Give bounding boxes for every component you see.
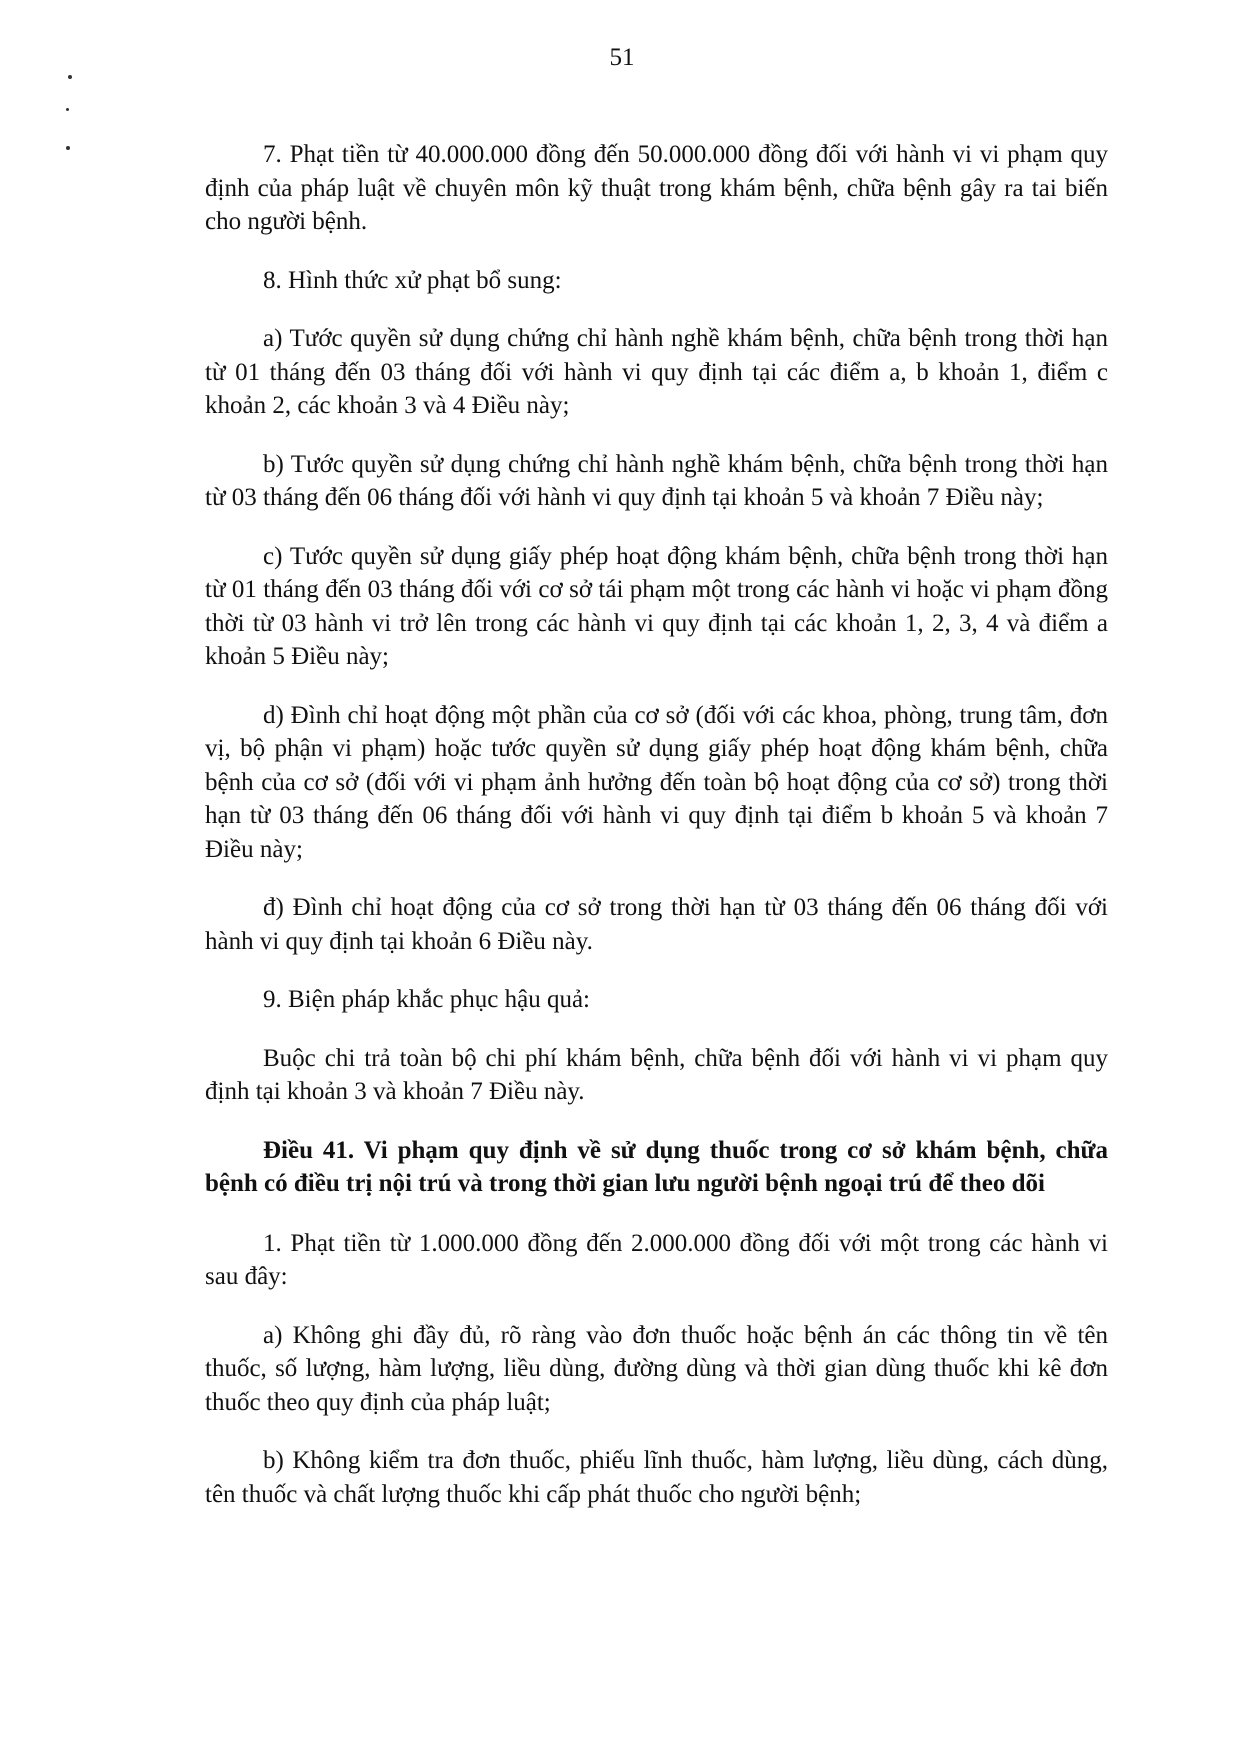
- paragraph: 8. Hình thức xử phạt bổ sung:: [263, 266, 562, 294]
- scan-speck: [66, 108, 69, 111]
- article-heading: Điều 41. Vi phạm quy định về sử dụng thuốc trong cơ sở khám bệnh, chữa bệnh có điều trị nội trú và trong thời gian lưu người bệnh ngoại trú để theo dõi: [205, 1136, 1108, 1197]
- paragraph: a) Không ghi đầy đủ, rõ ràng vào đơn thuốc hoặc bệnh án các thông tin về tên thuốc, số lượng, hàm lượng, liều dùng, đường dùng và thời gian dùng thuốc khi kê đơn thuốc theo quy định của pháp luật;: [205, 1321, 1108, 1416]
- paragraph: 7. Phạt tiền từ 40.000.000 đồng đến 50.000.000 đồng đối với hành vi vi phạm quy định của pháp luật về chuyên môn kỹ thuật trong khám bệnh, chữa bệnh gây ra tai biến cho người bệnh.: [205, 141, 1108, 235]
- paragraph: a) Tước quyền sử dụng chứng chỉ hành nghề khám bệnh, chữa bệnh trong thời hạn từ 01 tháng đến 03 tháng đối với hành vi quy định tại các điểm a, b khoản 1, điểm c khoản 2, các khoản 3 và 4 Điều này;: [205, 325, 1108, 419]
- paragraph: b) Tước quyền sử dụng chứng chỉ hành nghề khám bệnh, chữa bệnh trong thời hạn từ 03 tháng đến 06 tháng đối với hành vi quy định tại khoản 5 và khoản 7 Điều này;: [205, 450, 1108, 511]
- page-number: 51: [609, 44, 635, 71]
- document-body: [205, 138, 1108, 1536]
- paragraph: c) Tước quyền sử dụng giấy phép hoạt động khám bệnh, chữa bệnh trong thời hạn từ 01 tháng đến 03 tháng đối với cơ sở tái phạm một trong các hành vi hoặc vi phạm đồng thời từ 03 hành vi trở lên trong các hành vi quy định tại các khoản 1, 2, 3, 4 và điểm a khoản 5 Điều này;: [205, 542, 1108, 670]
- scan-speck: [66, 146, 70, 150]
- scan-speck: [68, 75, 72, 79]
- paragraph: Buộc chi trả toàn bộ chi phí khám bệnh, chữa bệnh đối với hành vi vi phạm quy định tại khoản 3 và khoản 7 Điều này.: [205, 1044, 1108, 1105]
- paragraph: d) Đình chỉ hoạt động một phần của cơ sở (đối với các khoa, phòng, trung tâm, đơn vị, bộ phận vi phạm) hoặc tước quyền sử dụng giấy phép hoạt động khám bệnh, chữa bệnh của cơ sở (đối với vi phạm ảnh hưởng đến toàn bộ hoạt động của cơ sở) trong thời hạn từ 03 tháng đến 06 tháng đối với hành vi quy định tại điểm b khoản 5 và khoản 7 Điều này;: [205, 701, 1108, 863]
- paragraph: 9. Biện pháp khắc phục hậu quả:: [263, 986, 590, 1013]
- paragraph: đ) Đình chỉ hoạt động của cơ sở trong thời hạn từ 03 tháng đến 06 tháng đối với hành vi quy định tại khoản 6 Điều này.: [205, 894, 1108, 955]
- paragraph: 1. Phạt tiền từ 1.000.000 đồng đến 2.000.000 đồng đối với một trong các hành vi sau đây:: [205, 1229, 1108, 1290]
- paragraph: b) Không kiểm tra đơn thuốc, phiếu lĩnh thuốc, hàm lượng, liều dùng, cách dùng, tên thuốc và chất lượng thuốc khi cấp phát thuốc cho người bệnh;: [205, 1447, 1108, 1508]
